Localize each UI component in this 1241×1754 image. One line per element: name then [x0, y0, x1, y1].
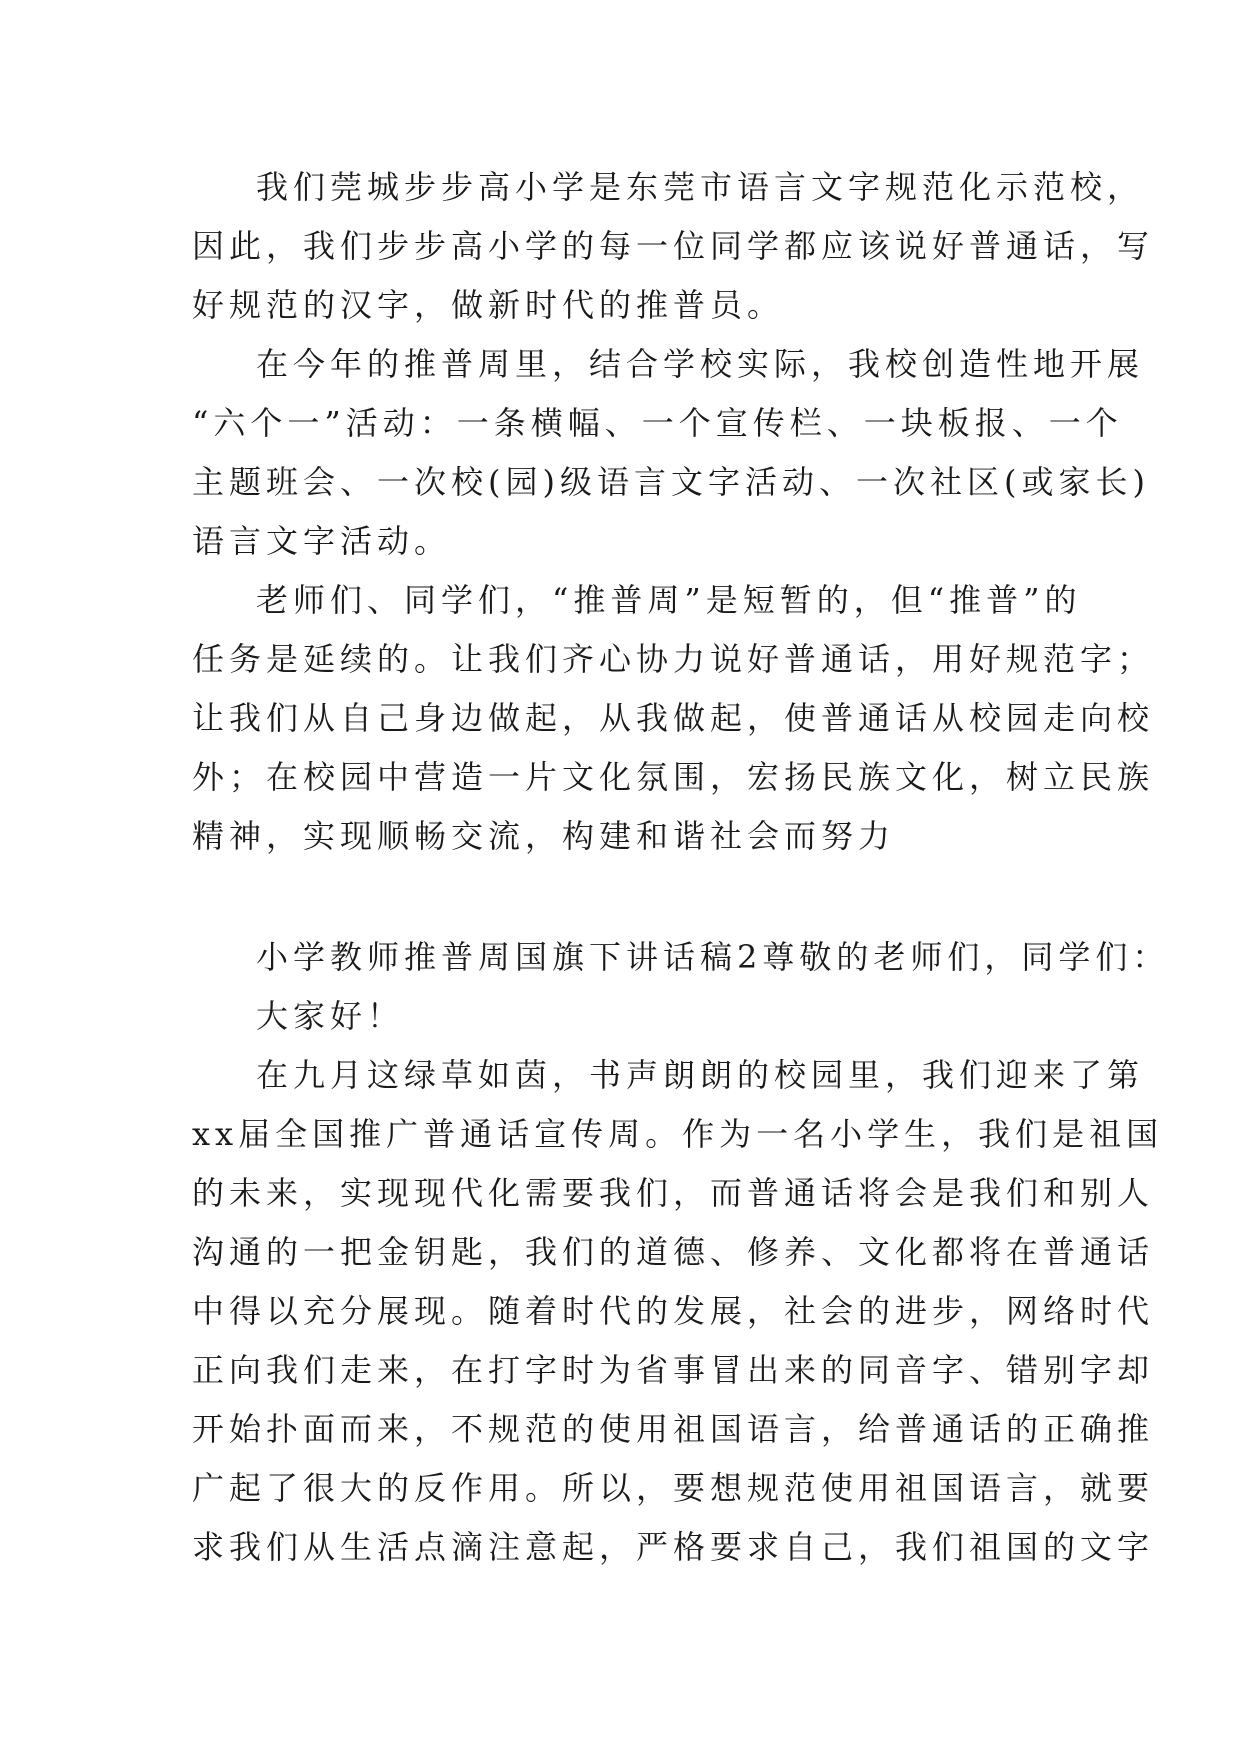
paragraph-line: 沟通的一把金钥匙，我们的道德、修养、文化都将在普通话 [192, 1233, 1155, 1271]
paragraph-line: 在今年的推普周里，结合学校实际，我校创造性地开展 [256, 345, 1145, 383]
paragraph-line: 广起了很大的反作用。所以，要想规范使用祖国语言，就要 [192, 1469, 1155, 1507]
paragraph-line: 主题班会、一次校(园)级语言文字活动、一次社区(或家长) [192, 463, 1150, 501]
paragraph-line: 让我们从自己身边做起，从我做起，使普通话从校园走向校 [192, 699, 1155, 737]
paragraph-line: 求我们从生活点滴注意起，严格要求自己，我们祖国的文字 [192, 1528, 1155, 1566]
paragraph-line: xx届全国推广普通话宣传周。作为一名小学生，我们是祖国 [192, 1115, 1164, 1153]
paragraph-line: 因此，我们步步高小学的每一位同学都应该说好普通话，写 [192, 227, 1155, 265]
section-heading: 小学教师推普周国旗下讲话稿2尊敬的老师们，同学们： [256, 938, 1170, 976]
paragraph-line: 精神，实现顺畅交流，构建和谐社会而努力 [192, 817, 896, 855]
paragraph-line: 好规范的汉字，做新时代的推普员。 [192, 286, 785, 324]
section-gap [192, 866, 1072, 928]
paragraph-line: 正向我们走来，在打字时为省事冒出来的同音字、错别字却 [192, 1351, 1155, 1389]
greeting: 大家好！ [256, 997, 405, 1035]
paragraph-line: 老师们、同学们，“推普周”是短暂的，但“推普”的 [256, 581, 1082, 619]
paragraph-line: 我们莞城步步高小学是东莞市语言文字规范化示范校， [256, 168, 1145, 206]
paragraph-line: 的未来，实现现代化需要我们，而普通话将会是我们和别人 [192, 1174, 1155, 1212]
paragraph-line: 外；在校园中营造一片文化氛围，宏扬民族文化，树立民族 [192, 758, 1155, 796]
paragraph-line: 语言文字活动。 [192, 522, 452, 560]
paragraph-line: 开始扑面而来，不规范的使用祖国语言，给普通话的正确推 [192, 1410, 1155, 1448]
paragraph-line: “六个一”活动：一条横幅、一个宣传栏、一块板报、一个 [192, 404, 1123, 442]
document-body [192, 158, 1170, 1577]
paragraph-line: 在九月这绿草如茵，书声朗朗的校园里，我们迎来了第 [256, 1056, 1145, 1094]
paragraph-line: 中得以充分展现。随着时代的发展，社会的进步，网络时代 [192, 1292, 1155, 1330]
paragraph-line: 任务是延续的。让我们齐心协力说好普通话，用好规范字； [192, 640, 1155, 678]
